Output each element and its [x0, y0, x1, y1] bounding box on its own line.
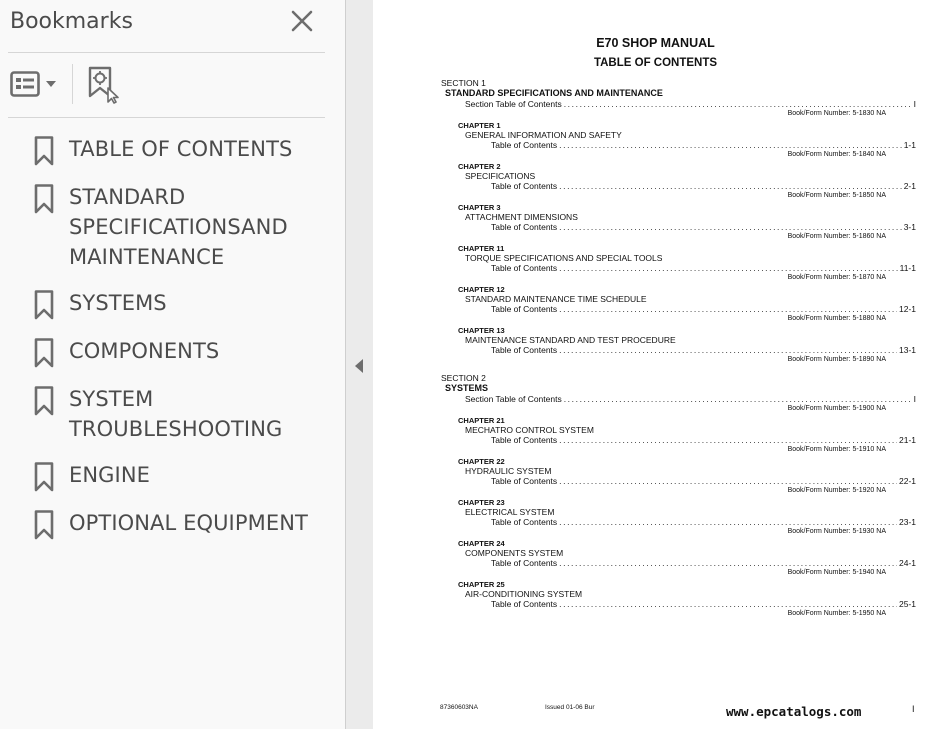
chapter-name: STANDARD MAINTENANCE TIME SCHEDULE: [465, 294, 647, 304]
leader-dots: [564, 394, 912, 404]
leader-dots: [559, 558, 897, 568]
toc-chapter: [373, 162, 938, 200]
form-number: Book/Form Number: 5-1850 NA: [787, 192, 886, 199]
bookmark-optional-equipment[interactable]: [0, 508, 345, 540]
leader-dots: [564, 99, 912, 109]
chapter-name: MAINTENANCE STANDARD AND TEST PROCEDURE: [465, 335, 676, 345]
find-current-bookmark-icon: [86, 66, 122, 104]
bookmark-ribbon-icon: [34, 510, 54, 540]
chapter-name: HYDRAULIC SYSTEM: [465, 466, 552, 476]
toc-page: 2-1: [903, 181, 916, 191]
chapter-number: CHAPTER 3: [458, 203, 501, 212]
document-subtitle: TABLE OF CONTENTS: [593, 57, 718, 69]
toc-section: [373, 78, 938, 364]
toc-line[interactable]: [373, 476, 938, 486]
leader-dots: [559, 181, 902, 191]
chapter-number: CHAPTER 24: [458, 539, 505, 548]
toc-chapter: [373, 121, 938, 159]
chapter-number: CHAPTER 22: [458, 457, 505, 466]
bookmark-label: SYSTEMS: [69, 291, 167, 315]
leader-dots: [559, 435, 897, 445]
footer-issued: Issued 01-06 Bur: [545, 704, 595, 711]
bookmark-label: ENGINE: [69, 463, 151, 487]
bookmark-engine[interactable]: [0, 460, 345, 492]
toc-line-label: Section Table of Contents: [465, 394, 562, 404]
form-number: Book/Form Number: 5-1880 NA: [787, 315, 886, 322]
close-icon: [289, 8, 315, 34]
chapter-number: CHAPTER 11: [458, 244, 505, 253]
toc-line-label: Table of Contents: [491, 345, 558, 355]
toc-page: 23-1: [898, 517, 916, 527]
section-name: SYSTEMS: [445, 383, 489, 393]
form-number: Book/Form Number: 5-1900 NA: [787, 405, 886, 412]
leader-dots: [559, 345, 897, 355]
leader-dots: [559, 304, 897, 314]
bookmark-options-icon: [10, 70, 60, 100]
bookmark-ribbon-icon: [34, 184, 54, 214]
toc-line[interactable]: [373, 394, 938, 404]
chapter-name: ELECTRICAL SYSTEM: [465, 507, 555, 517]
toc-line-label: Table of Contents: [491, 476, 558, 486]
toc-page: 12-1: [898, 304, 916, 314]
bookmark-label: OPTIONAL EQUIPMENT: [69, 511, 308, 535]
toc-line[interactable]: [373, 558, 938, 568]
toc-line-label: Table of Contents: [491, 435, 558, 445]
leader-dots: [559, 222, 902, 232]
chapter-number: CHAPTER 21: [458, 416, 505, 425]
toc-line[interactable]: [373, 517, 938, 527]
toc-line[interactable]: [373, 345, 938, 355]
toc-chapter: [373, 498, 938, 536]
document-page: [373, 0, 938, 729]
bookmark-ribbon-icon: [34, 386, 54, 416]
leader-dots: [559, 140, 902, 150]
footer-document-code: 87360603NA: [440, 704, 478, 711]
toc-chapter: [373, 580, 938, 618]
toc-line[interactable]: [373, 263, 938, 273]
chapter-name: SPECIFICATIONS: [465, 171, 536, 181]
collapse-panel-button[interactable]: [346, 0, 373, 729]
chapter-name: COMPONENTS SYSTEM: [465, 548, 564, 558]
toc-line-label: Table of Contents: [491, 599, 558, 609]
toolbar-bottom-divider: [8, 117, 325, 118]
close-panel-button[interactable]: [289, 8, 315, 34]
header-divider: [8, 52, 325, 53]
section-label: SECTION 2: [441, 373, 486, 383]
chapter-number: CHAPTER 2: [458, 162, 501, 171]
toc-page: 24-1: [898, 558, 916, 568]
bookmark-label: TABLE OF CONTENTS: [69, 137, 293, 161]
toc-page: 1-1: [903, 140, 916, 150]
section-name: STANDARD SPECIFICATIONS AND MAINTENANCE: [445, 88, 663, 98]
bookmark-components[interactable]: [0, 336, 345, 368]
toc-line[interactable]: [373, 599, 938, 609]
toc-line[interactable]: [373, 140, 938, 150]
bookmark-table-of-contents[interactable]: [0, 134, 345, 166]
bookmark-label: COMPONENTS: [69, 339, 220, 363]
form-number: Book/Form Number: 5-1910 NA: [787, 446, 886, 453]
toc-page: 21-1: [898, 435, 916, 445]
bookmark-options-button[interactable]: [10, 70, 60, 100]
toc-line-label: Table of Contents: [491, 263, 558, 273]
chapter-name: MECHATRO CONTROL SYSTEM: [465, 425, 594, 435]
toc-page: 13-1: [898, 345, 916, 355]
chapter-number: CHAPTER 12: [458, 285, 505, 294]
chapter-name: ATTACHMENT DIMENSIONS: [465, 212, 578, 222]
chapter-name: AIR-CONDITIONING SYSTEM: [465, 589, 583, 599]
toc-page: 22-1: [898, 476, 916, 486]
bookmark-ribbon-icon: [34, 338, 54, 368]
toc-chapter: [373, 416, 938, 454]
form-number: Book/Form Number: 5-1860 NA: [787, 233, 886, 240]
toc-line-label: Table of Contents: [491, 181, 558, 191]
chapter-name: TORQUE SPECIFICATIONS AND SPECIAL TOOLS: [465, 253, 663, 263]
toc-chapter: [373, 203, 938, 241]
toc-section: [373, 373, 938, 618]
toc-line[interactable]: [373, 304, 938, 314]
toc-line[interactable]: [373, 99, 938, 109]
toc-chapter: [373, 457, 938, 495]
toc-line-label: Table of Contents: [491, 304, 558, 314]
form-number: Book/Form Number: 5-1830 NA: [787, 110, 886, 117]
panel-title: Bookmarks: [10, 9, 133, 34]
chapter-number: CHAPTER 25: [458, 580, 505, 589]
page-number: I: [912, 704, 915, 714]
toc-line[interactable]: [373, 181, 938, 191]
bookmark-system-troubleshooting[interactable]: [0, 384, 345, 444]
form-number: Book/Form Number: 5-1840 NA: [787, 151, 886, 158]
leader-dots: [559, 599, 897, 609]
toc-page: 25-1: [898, 599, 916, 609]
toc-chapter: [373, 285, 938, 323]
bookmark-ribbon-icon: [34, 136, 54, 166]
toc-line[interactable]: [373, 435, 938, 445]
toc-chapter: [373, 539, 938, 577]
toc-line-label: Table of Contents: [491, 517, 558, 527]
toc-line-label: Table of Contents: [491, 140, 558, 150]
toc-line-label: Table of Contents: [491, 222, 558, 232]
leader-dots: [559, 476, 897, 486]
form-number: Book/Form Number: 5-1940 NA: [787, 569, 886, 576]
section-label: SECTION 1: [441, 78, 486, 88]
chapter-name: GENERAL INFORMATION AND SAFETY: [465, 130, 622, 140]
chapter-number: CHAPTER 1: [458, 121, 501, 130]
bookmark-standard-specifications[interactable]: [0, 182, 345, 272]
toc-page: I: [913, 99, 916, 109]
watermark-text: www.epcatalogs.com: [726, 704, 862, 719]
form-number: Book/Form Number: 5-1890 NA: [787, 356, 886, 363]
chapter-number: CHAPTER 23: [458, 498, 505, 507]
bookmark-label: SYSTEM TROUBLESHOOTING: [69, 387, 283, 441]
toc-line[interactable]: [373, 222, 938, 232]
form-number: Book/Form Number: 5-1870 NA: [787, 274, 886, 281]
bookmark-ribbon-icon: [34, 290, 54, 320]
bookmark-ribbon-icon: [34, 462, 54, 492]
toc-line-label: Table of Contents: [491, 558, 558, 568]
form-number: Book/Form Number: 5-1920 NA: [787, 487, 886, 494]
toc-page: I: [913, 394, 916, 404]
toc-contents: [373, 78, 938, 621]
bookmark-list: [0, 134, 345, 556]
bookmarks-panel: [0, 0, 345, 729]
toc-page: 11-1: [899, 263, 916, 273]
leader-dots: [559, 517, 897, 527]
toolbar-divider: [72, 64, 73, 104]
toc-chapter: [373, 244, 938, 282]
leader-dots: [559, 263, 897, 273]
toc-line-label: Section Table of Contents: [465, 99, 562, 109]
bookmark-systems[interactable]: [0, 288, 345, 320]
form-number: Book/Form Number: 5-1930 NA: [787, 528, 886, 535]
toc-chapter: [373, 326, 938, 364]
triangle-left-icon: [354, 358, 364, 374]
chapter-number: CHAPTER 13: [458, 326, 505, 335]
document-title: E70 SHOP MANUAL: [596, 36, 715, 50]
form-number: Book/Form Number: 5-1950 NA: [787, 610, 886, 617]
find-current-bookmark-button[interactable]: [86, 66, 122, 104]
toc-page: 3-1: [903, 222, 916, 232]
bookmark-label: STANDARD SPECIFICATIONSAND MAINTENANCE: [69, 185, 288, 269]
